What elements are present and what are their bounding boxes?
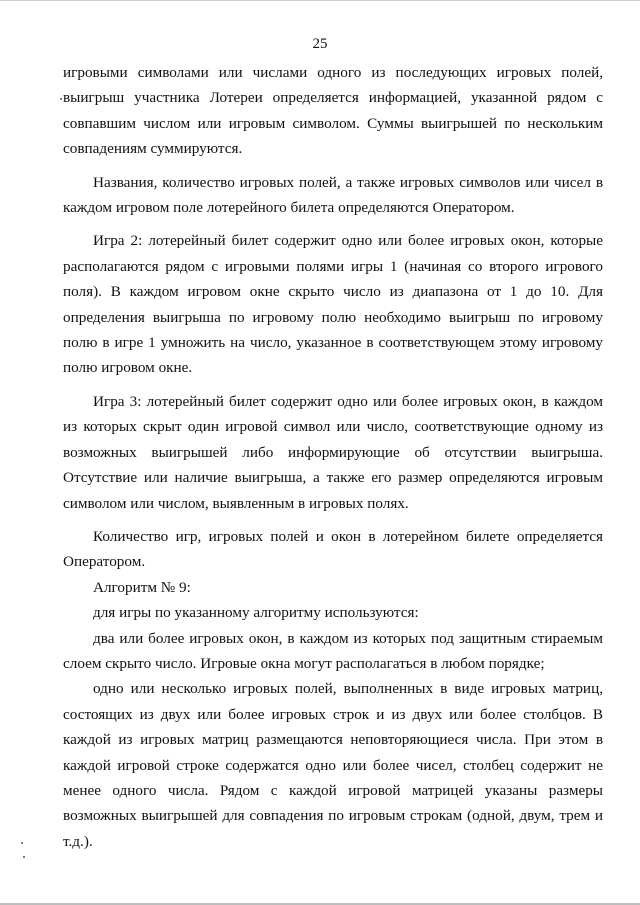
- paragraph-algorithm-intro: для игры по указанному алгоритму используются:: [93, 604, 419, 622]
- paragraph-game-3: Игра 3: лотерейный билет содержит одно или более игровых окон, в каждом из которых скрыт один игровой символ или число, соответствующие одному из возможных выигрышей либо информирующие об отсутствии выигрыша. Отсутствие или наличие выигрыша, а также его размер определяются игровым символом или числом, выявленным в игровых полях.: [63, 392, 603, 512]
- scan-speck: [23, 856, 25, 858]
- document-body: [63, 60, 603, 854]
- paragraph-count-operator: Количество игр, игровых полей и окон в лотерейном билете определяется Оператором.: [63, 527, 603, 571]
- page-number: 25: [312, 36, 328, 52]
- scan-top-edge: [0, 0, 640, 1]
- paragraph-game-matrices: одно или несколько игровых полей, выполненных в виде игровых матриц, состоящих из двух или более игровых строк и из двух или более столбцов. В каждой из игровых матриц размещаются неповторяющиеся числа. При этом в каждой игровой строке содержатся одно или более чисел, столбец содержит не менее одного числа. Рядом с каждой игровой матрицей указаны размеры возможных выигрышей для совпадения по игровым строкам (одной, двум, трем и т.д.).: [63, 680, 603, 850]
- paragraph-names-operator: Названия, количество игровых полей, а также игровых символов или чисел в каждом игровом поле лотерейного билета определяются Оператором.: [63, 173, 603, 217]
- scan-speck: [60, 98, 62, 100]
- paragraph-game-2: Игра 2: лотерейный билет содержит одно или более игровых окон, которые располагаются рядом с игровыми полями игры 1 (начиная со второго игрового поля). В каждом игровом окне скрыто число из диапазона от 1 до 10. Для определения выигрыша по игровому полю необходимо выигрыш по игровому полю в игре 1 умножить на число, указанное в соответствующем этому игровому полю игровом окне.: [63, 232, 603, 377]
- paragraph-continuation: игровыми символами или числами одного из последующих игровых полей, выигрыш участника Лотереи определяется информацией, указанной рядом с совпавшим числом или игровым символом. Суммы выигрышей по нескольким совпадениям суммируются.: [63, 64, 603, 158]
- scan-speck: [21, 842, 23, 844]
- paragraph-game-windows: два или более игровых окон, в каждом из которых под защитным стираемым слоем скрыто число. Игровые окна могут располагаться в любом порядке;: [63, 629, 603, 672]
- paragraph-algorithm-heading: Алгоритм № 9:: [93, 578, 191, 596]
